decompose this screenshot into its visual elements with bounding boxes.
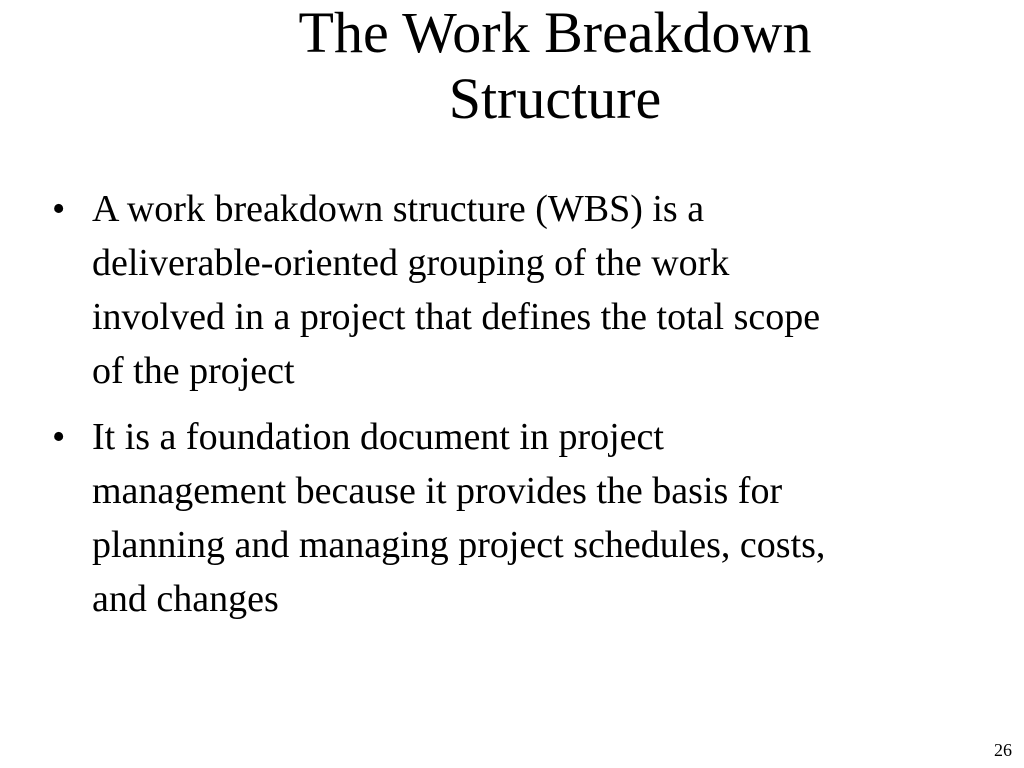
bullet-text-line: planning and managing project schedules, costs,	[92, 524, 826, 566]
slide-title-line: The Work Breakdown	[298, 0, 812, 65]
slide-title-line: Structure	[448, 66, 662, 131]
bullet-text-line: A work breakdown structure (WBS) is a	[92, 188, 705, 230]
bullet-text-line: deliverable-oriented grouping of the work	[92, 242, 730, 284]
slide-title	[150, 0, 960, 132]
bullet-text-line: and changes	[92, 578, 279, 620]
bullet-item	[52, 182, 992, 398]
bullet-icon: •	[52, 188, 66, 230]
bullet-text-line: It is a foundation document in project	[92, 416, 664, 458]
bullet-item	[52, 410, 992, 626]
bullet-text-line: involved in a project that defines the total scope	[92, 296, 821, 338]
bullet-list	[52, 182, 992, 638]
bullet-text-line: of the project	[92, 350, 295, 392]
bullet-icon: •	[52, 416, 66, 458]
page-number: 26	[994, 740, 1012, 760]
bullet-text-line: management because it provides the basis for	[92, 470, 783, 512]
